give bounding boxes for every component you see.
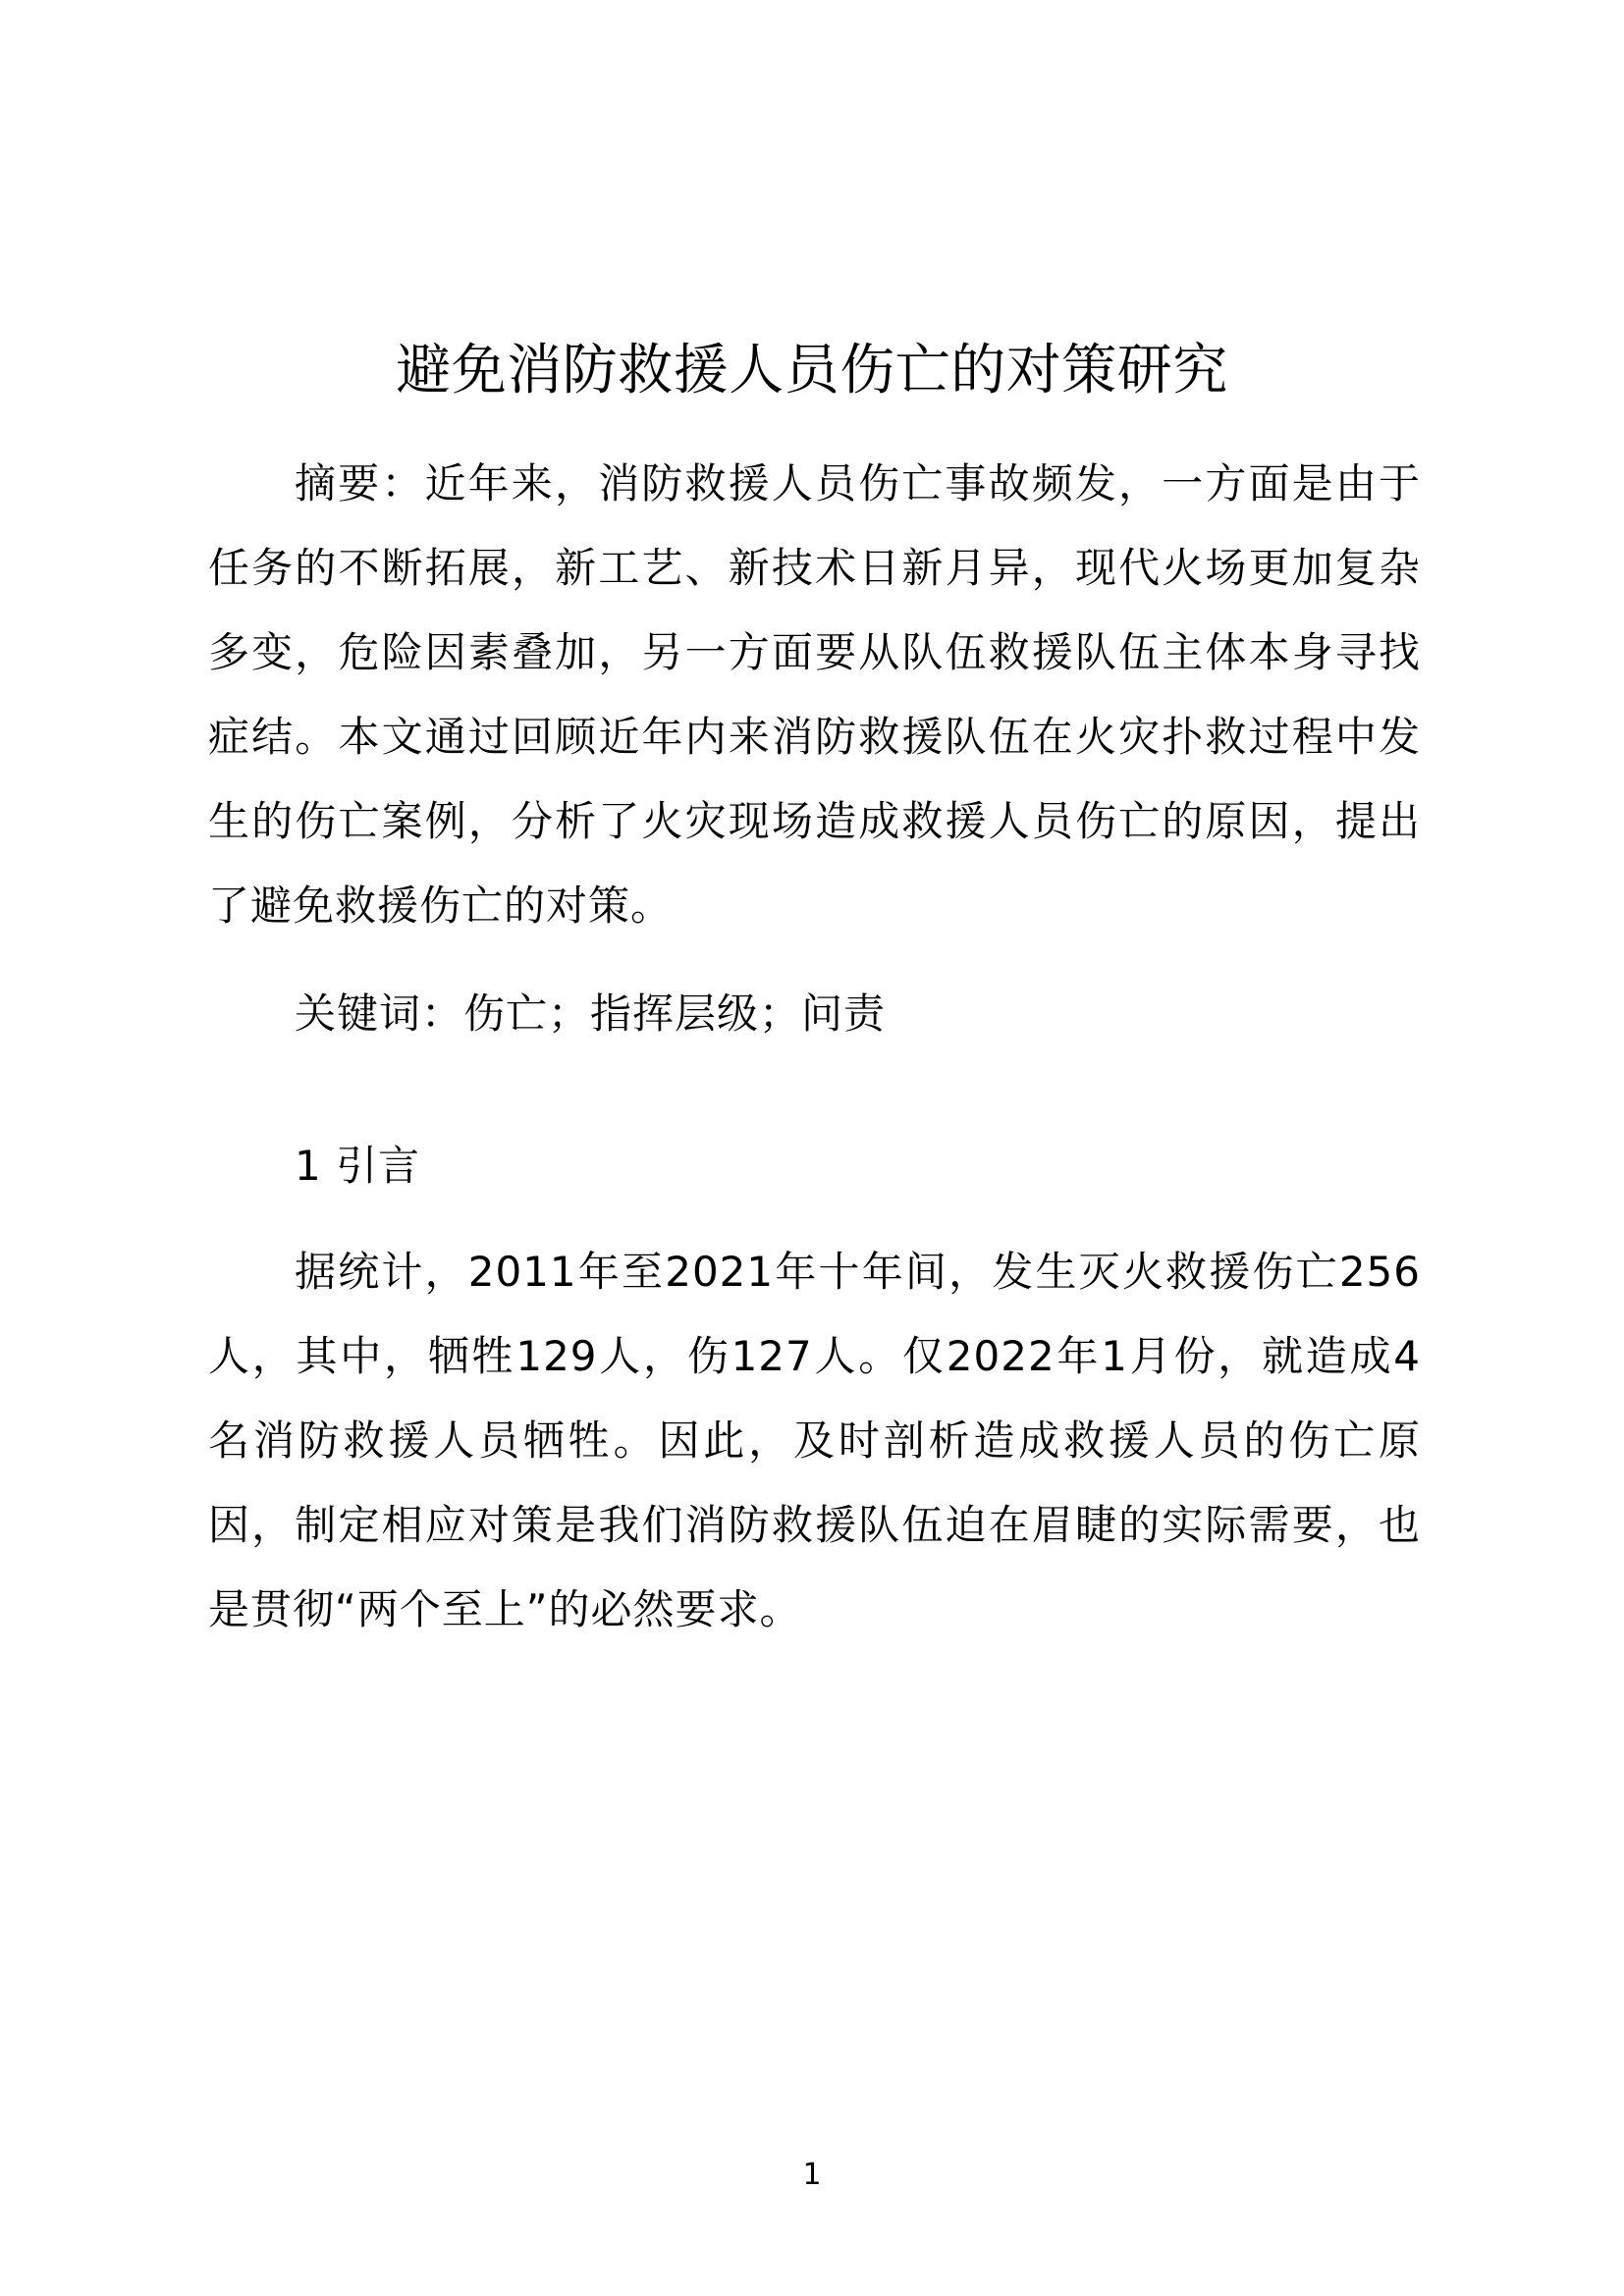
abstract-paragraph: 摘要：近年来，消防救援人员伤亡事故频发，一方面是由于任务的不断拓展，新工艺、新技术日新月异，现代火场更加复杂多变，危险因素叠加，另一方面要从队伍救援队伍主体本身寻找症结。本文通过回顾近年内来消防救援队伍在火灾扑救过程中发生的伤亡案例，分析了火灾现场造成救援人员伤亡的原因，提出了避免救援伤亡的对策。 xyxy=(208,459,1421,930)
introduction-paragraph: 据统计，2011年至2021年十年间，发生灭火救援伤亡256人，其中，牺牲129人，伤127人。仅2022年1月份，就造成4名消防救援人员牺牲。因此，及时剖析造成救援人员的伤亡原因，制定相应对策是我们消防救援队伍迫在眉睫的实际需要，也是贯彻“两个至上”的必然要求。 xyxy=(208,1248,1421,1633)
page-number: 1 xyxy=(802,2158,822,2192)
keywords-line: 关键词：伤亡；指挥层级；问责 xyxy=(295,989,887,1038)
section-heading-introduction: 1 引言 xyxy=(295,1142,421,1190)
document-title: 避免消防救援人员伤亡的对策研究 xyxy=(396,339,1228,402)
